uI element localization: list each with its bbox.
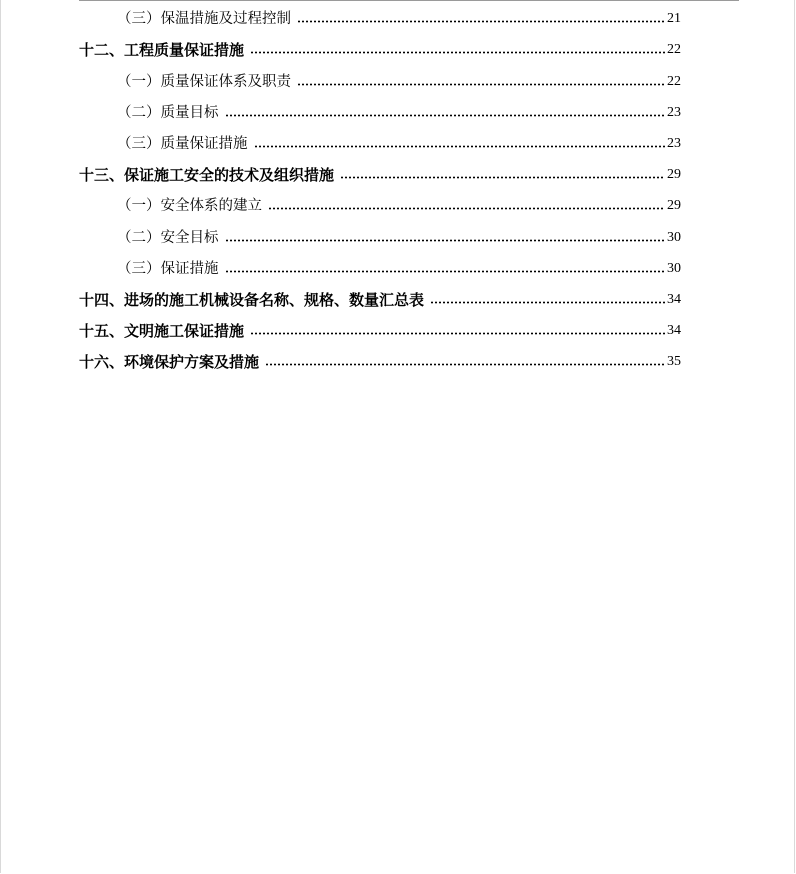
toc-entry-page: 30	[667, 229, 681, 245]
toc-entry-page: 29	[667, 167, 681, 183]
toc-entry[interactable]	[79, 158, 681, 189]
toc-entry-title: 十二、工程质量保证措施	[79, 41, 245, 60]
toc-entry[interactable]	[79, 33, 681, 64]
toc-entry-title: （三）保温措施及过程控制	[117, 11, 291, 28]
toc-entry[interactable]	[79, 96, 681, 127]
toc-entry-page: 29	[667, 198, 681, 214]
toc-entry-title: 十六、环境保护方案及措施	[79, 353, 260, 372]
toc-entry-page: 35	[667, 354, 681, 370]
toc-entry[interactable]	[79, 314, 681, 345]
toc-entry-title: 十三、保证施工安全的技术及组织措施	[79, 166, 335, 185]
dot-leader	[430, 301, 665, 304]
dot-leader	[250, 332, 665, 335]
toc-entry[interactable]	[79, 220, 681, 251]
header-rule	[79, 0, 739, 1]
toc-entry-title: （一）质量保证体系及职责	[117, 73, 291, 90]
dot-leader	[297, 83, 665, 86]
dot-leader	[250, 51, 665, 54]
toc-entry-title: （三）保证措施	[117, 260, 219, 277]
toc-entry[interactable]	[79, 127, 681, 158]
dot-leader	[268, 207, 665, 210]
dot-leader	[225, 239, 666, 242]
toc-entry[interactable]	[79, 64, 681, 95]
dot-leader	[265, 363, 665, 366]
toc-entry-page: 34	[667, 291, 681, 307]
toc-entry[interactable]	[79, 189, 681, 220]
table-of-contents	[79, 2, 681, 376]
toc-entry-title: 十四、进场的施工机械设备名称、规格、数量汇总表	[79, 290, 425, 309]
dot-leader	[254, 145, 666, 148]
toc-entry-title: （二）安全目标	[117, 229, 219, 246]
toc-entry-page: 21	[667, 11, 681, 27]
dot-leader	[225, 270, 666, 273]
toc-entry-page: 22	[667, 73, 681, 89]
dot-leader	[297, 20, 665, 23]
toc-entry[interactable]	[79, 283, 681, 314]
toc-entry-page: 30	[667, 260, 681, 276]
dot-leader	[340, 176, 665, 179]
toc-entry-title: （二）质量目标	[117, 104, 219, 121]
toc-entry-page: 23	[667, 104, 681, 120]
toc-entry-page: 23	[667, 135, 681, 151]
toc-entry-page: 22	[667, 42, 681, 58]
toc-entry[interactable]	[79, 252, 681, 283]
toc-entry[interactable]	[79, 2, 681, 33]
toc-entry-title: （一）安全体系的建立	[117, 198, 262, 215]
toc-entry-title: （三）质量保证措施	[117, 135, 248, 152]
toc-entry-title: 十五、文明施工保证措施	[79, 322, 245, 341]
toc-entry-page: 34	[667, 323, 681, 339]
dot-leader	[225, 114, 666, 117]
toc-entry[interactable]	[79, 345, 681, 376]
